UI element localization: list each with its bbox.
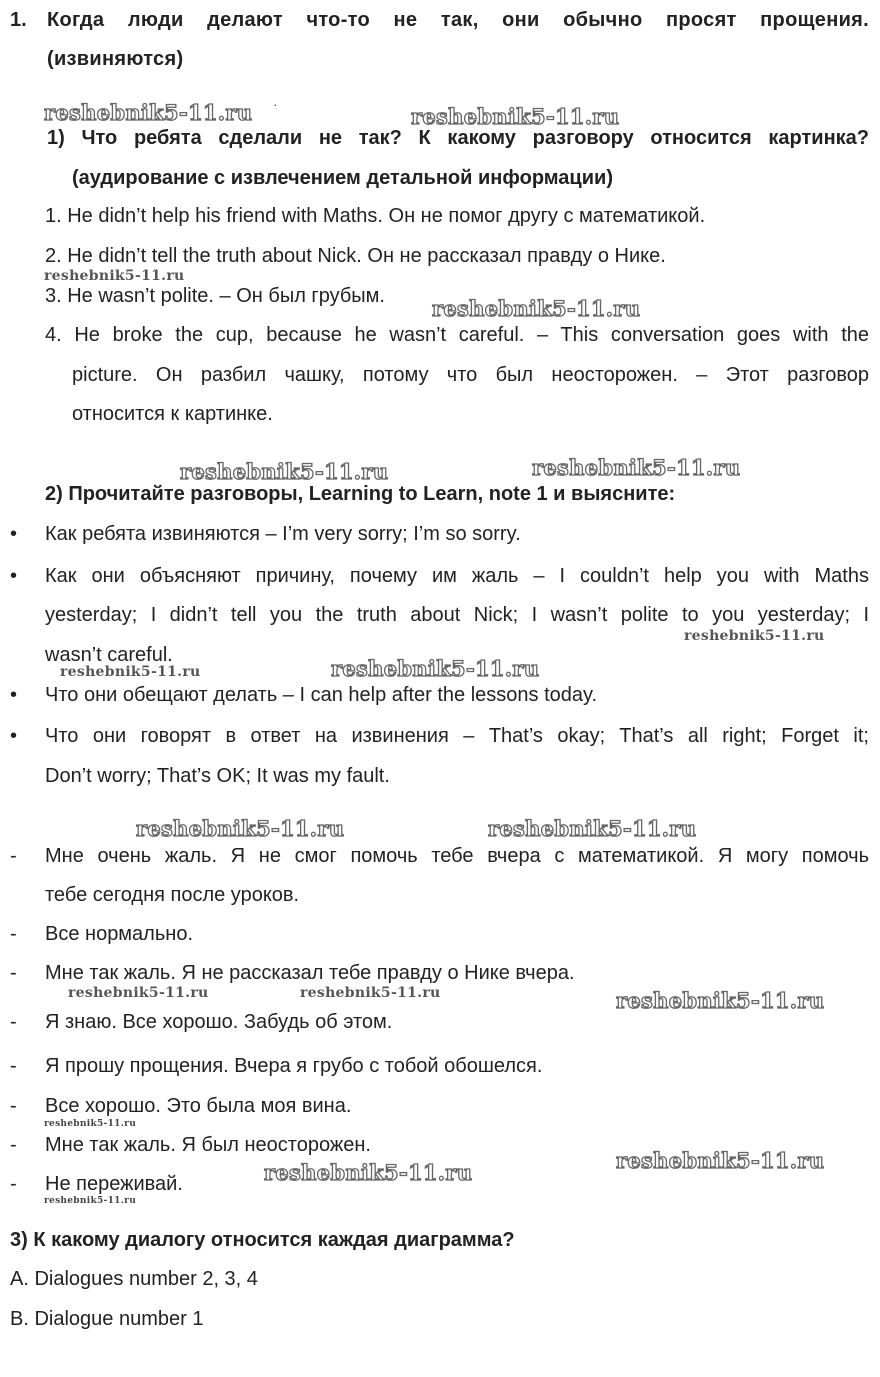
- part2-bullet-4-line1: Что они говорят в ответ на извинения – That’s okay; That’s all right; Forget it;: [45, 725, 869, 747]
- part1-title-line2: (аудирование с извлечением детальной информации): [72, 167, 613, 189]
- part2-bullet-3: Что они обещают делать – I can help after the lessons today.: [45, 684, 598, 706]
- watermark: reshebnik5-11.ru: [44, 268, 185, 284]
- part3-answer-a: A. Dialogues number 2, 3, 4: [10, 1268, 258, 1290]
- watermark: reshebnik5-11.ru: [616, 1148, 825, 1173]
- dash-marker: -: [10, 1011, 17, 1033]
- part2-bullet-2-line1: Как они объясняют причину, почему им жаль – I couldn’t help you with Maths: [45, 565, 869, 587]
- watermark: reshebnik5-11.ru: [44, 1196, 137, 1206]
- watermark: reshebnik5-11.ru: [264, 1160, 473, 1185]
- dash-marker: -: [10, 923, 17, 945]
- dialogue-line-2: Все нормально.: [45, 923, 193, 945]
- dash-marker: -: [10, 1095, 17, 1117]
- part1-item-2: 2. He didn’t tell the truth about Nick. Он не рассказал правду о Нике.: [45, 245, 666, 267]
- dialogue-line-1: Мне очень жаль. Я не смог помочь тебе вчера с математикой. Я могу помочь: [45, 845, 869, 867]
- watermark: reshebnik5-11.ru: [180, 459, 389, 484]
- part1-item-1: 1. He didn’t help his friend with Maths. Он не помог другу с математикой.: [45, 205, 706, 227]
- dialogue-line-4: Я знаю. Все хорошо. Забудь об этом.: [45, 1011, 393, 1033]
- dash-marker: -: [10, 1173, 17, 1195]
- part2-bullet-1: Как ребята извиняются – I’m very sorry; I’m so sorry.: [45, 523, 521, 545]
- dialogue-line-1-cont: тебе сегодня после уроков.: [45, 884, 300, 906]
- watermark: reshebnik5-11.ru: [68, 985, 209, 1001]
- part1-title-line1: 1) Что ребята сделали не так? К какому разговору относится картинка?: [47, 127, 869, 149]
- watermark: reshebnik5-11.ru: [44, 100, 253, 125]
- part1-item-3: 3. He wasn’t polite. – Он был грубым.: [45, 285, 385, 307]
- dash-marker: -: [10, 1134, 17, 1156]
- part2-bullet-2-line2: yesterday; I didn’t tell you the truth about Nick; I wasn’t polite to you yesterday; I: [45, 604, 869, 626]
- dialogue-line-8: Не переживай.: [45, 1173, 183, 1195]
- watermark: reshebnik5-11.ru: [684, 628, 825, 644]
- part3-title: 3) К какому диалогу относится каждая диаграмма?: [10, 1229, 515, 1251]
- part3-answer-b: B. Dialogue number 1: [10, 1308, 204, 1330]
- watermark: reshebnik5-11.ru: [44, 1119, 137, 1129]
- watermark-tick: ·: [273, 96, 278, 112]
- watermark: reshebnik5-11.ru: [331, 656, 540, 681]
- part2-bullet-2-line3: wasn’t careful.: [45, 644, 173, 666]
- task-number: 1.: [10, 9, 27, 31]
- watermark: reshebnik5-11.ru: [411, 104, 620, 129]
- dialogue-line-5: Я прошу прощения. Вчера я грубо с тобой обошелся.: [45, 1055, 543, 1077]
- watermark: reshebnik5-11.ru: [488, 816, 697, 841]
- watermark: reshebnik5-11.ru: [532, 455, 741, 480]
- dash-marker: -: [10, 845, 17, 867]
- dash-marker: -: [10, 962, 17, 984]
- dialogue-line-6: Все хорошо. Это была моя вина.: [45, 1095, 352, 1117]
- bullet-dot: •: [10, 565, 18, 587]
- watermark: reshebnik5-11.ru: [136, 816, 345, 841]
- part2-title: 2) Прочитайте разговоры, Learning to Learn, note 1 и выясните:: [45, 483, 676, 505]
- dash-marker: -: [10, 1055, 17, 1077]
- watermark: reshebnik5-11.ru: [432, 296, 641, 321]
- watermark: reshebnik5-11.ru: [616, 988, 825, 1013]
- part2-bullet-4-line2: Don’t worry; That’s OK; It was my fault.: [45, 765, 390, 787]
- part1-item-4-line1: 4. He broke the cup, because he wasn’t careful. – This conversation goes with the: [45, 324, 869, 346]
- watermark: reshebnik5-11.ru: [60, 664, 201, 680]
- watermark: reshebnik5-11.ru: [300, 985, 441, 1001]
- bullet-dot: •: [10, 523, 18, 545]
- bullet-dot: •: [10, 725, 18, 747]
- task-heading-line1: Когда люди делают что-то не так, они обычно просят прощения.: [47, 9, 869, 31]
- dialogue-line-7: Мне так жаль. Я был неосторожен.: [45, 1134, 371, 1156]
- part1-item-4-line3: относится к картинке.: [72, 403, 273, 425]
- dialogue-line-3: Мне так жаль. Я не рассказал тебе правду о Нике вчера.: [45, 962, 575, 984]
- bullet-dot: •: [10, 684, 18, 706]
- task-heading-line2: (извиняются): [47, 48, 184, 70]
- part1-item-4-line2: picture. Он разбил чашку, потому что был неосторожен. – Этот разговор: [72, 364, 869, 386]
